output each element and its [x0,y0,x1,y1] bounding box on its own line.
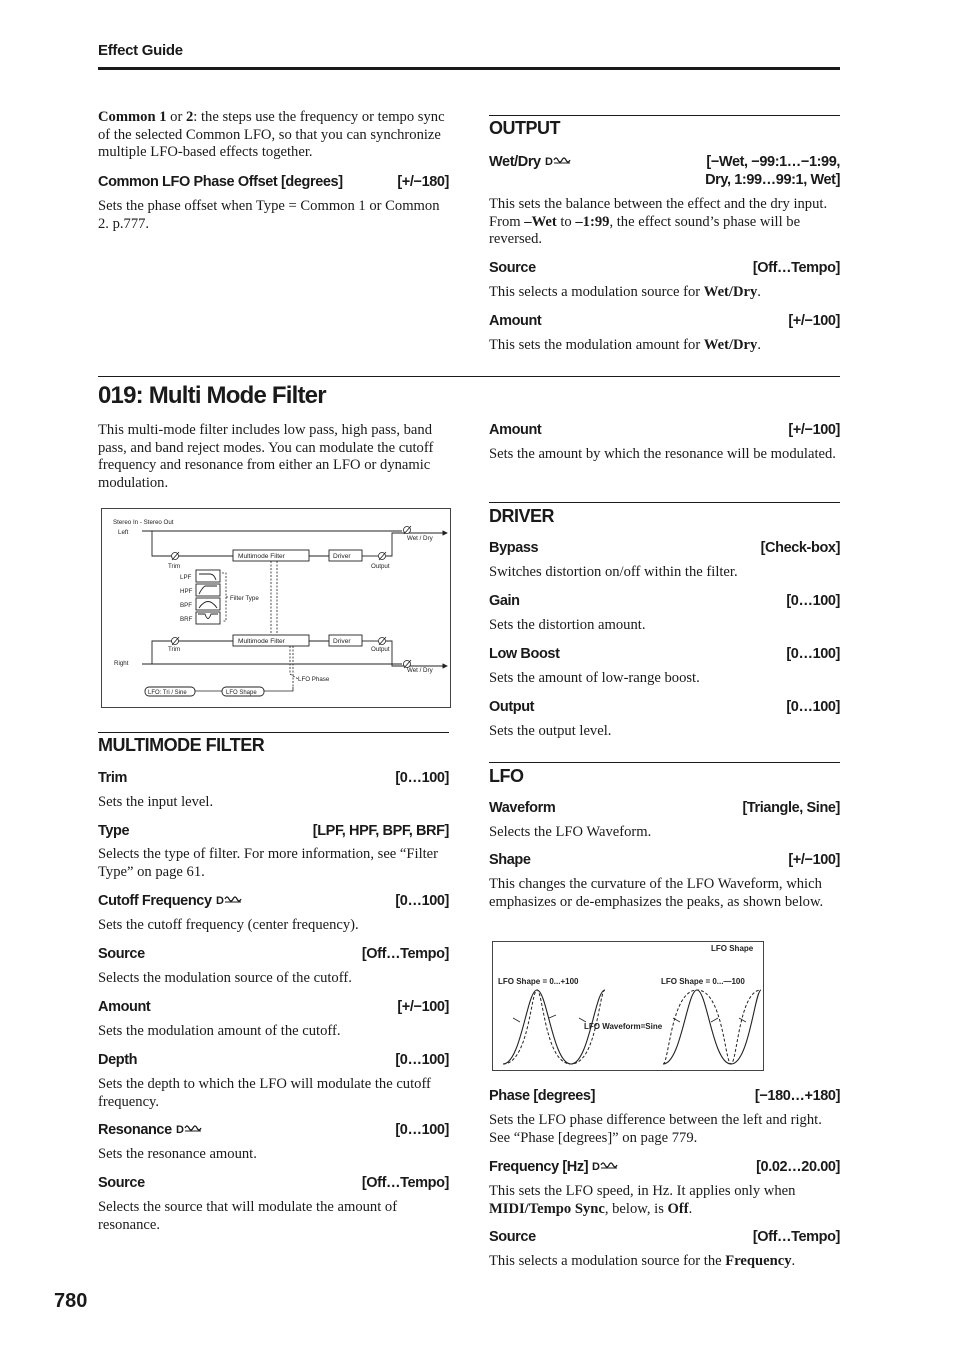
dmod-icon [592,1158,618,1176]
diag-hpf: HPF [180,588,193,595]
lfo-waveform-sine-label: LFO Waveform=Sine [584,1022,663,1031]
bypass-desc: Switches distortion on/off within the filter. [489,564,738,580]
output-heading: OUTPUT [489,118,560,138]
lfo-rule [489,762,840,763]
diag-output-bottom: Output [371,646,390,653]
wet-dry-desc: This sets the balance between the effect and the dry input. From –Wet to –1:99, the effect sound’s phase will be reversed. [489,196,828,248]
param-waveform: Waveform [Triangle, Sine] [489,800,840,816]
lfo-heading: LFO [489,766,524,786]
resonance-amount-desc: Sets the amount by which the resonance will be modulated. [489,446,836,462]
diag-brf: BRF [180,616,193,623]
common-offset-desc: Sets the phase offset when Type = Common 1 or Common 2. p.777. [98,198,440,232]
diag-left-label: Left [118,529,129,536]
driver-output-desc: Sets the output level. [489,723,612,739]
diag-wetdry-bottom: Wet / Dry [407,667,433,674]
param-cutoff-source: Source [Off…Tempo] [98,946,449,962]
param-type: Type [LPF, HPF, BPF, BRF] [98,823,449,839]
svg-text:D: D [544,156,553,167]
diag-stereo-label: Stereo In - Stereo Out [113,519,174,526]
diag-bpf: BPF [180,602,193,609]
output-source-desc: This selects a modulation source for Wet/Dry. [489,284,761,300]
diag-filter-type: Filter Type [230,595,259,602]
trim-desc: Sets the input level. [98,794,214,810]
cutoff-amount-desc: Sets the modulation amount of the cutoff. [98,1023,341,1039]
param-phase: Phase [degrees] [−180…+180] [489,1088,840,1104]
svg-text:D: D [175,1124,184,1135]
svg-text:D: D [215,895,224,906]
diag-lpf: LPF [180,574,192,581]
param-lfo-source: Source [Off…Tempo] [489,1229,840,1245]
param-driver-output: Output [0…100] [489,699,840,715]
diag-driver-top: Driver [333,553,351,560]
diag-output-top: Output [371,563,390,570]
lfo-shape-title: LFO Shape [711,944,754,953]
diag-mmf-top: Multimode Filter [238,553,285,560]
page-header-title: Effect Guide [98,42,183,59]
diag-wetdry-top: Wet / Dry [407,535,433,542]
diag-lfo-shape: LFO Shape [226,690,257,696]
cutoff-source-desc: Selects the modulation source of the cutoff. [98,970,352,986]
block-diagram [101,508,451,708]
diag-lfo: LFO: Tri / Sine [148,690,187,696]
diag-right-label: Right [114,660,129,667]
type-desc: Selects the type of filter. For more information, see “Filter Type” on page 61. [98,846,439,880]
param-resonance: Resonance D [0…100] [98,1122,449,1138]
param-trim: Trim [0…100] [98,770,449,786]
param-cutoff: Cutoff Frequency D [0…100] [98,893,449,909]
dmod-icon [176,1121,202,1139]
svg-text:D: D [592,1161,600,1172]
param-gain: Gain [0…100] [489,593,840,609]
cutoff-desc: Sets the cutoff frequency (center frequency). [98,917,359,933]
param-wet-dry: Wet/Dry D [−Wet, −99:1…−1:99, Dry, 1:99…99:1, Wet] [489,154,840,188]
param-bypass: Bypass [Check-box] [489,540,840,556]
param-output-amount: Amount [+/−100] [489,313,840,329]
shape-desc: This changes the curvature of the LFO Waveform, which emphasizes or de-emphasizes the peaks, as shown below. [489,876,824,910]
param-output-source: Source [Off…Tempo] [489,260,840,276]
param-cutoff-amount: Amount [+/−100] [98,999,449,1015]
lfo-shape-left-label: LFO Shape = 0...+100 [498,977,579,986]
param-shape: Shape [+/−100] [489,852,840,868]
page-number: 780 [54,1290,88,1312]
multimode-rule [98,732,449,733]
resonance-source-desc: Selects the source that will modulate the amount of resonance. [98,1199,398,1233]
lfo-shape-right-label: LFO Shape = 0...—100 [661,977,745,986]
param-depth: Depth [0…100] [98,1052,449,1068]
dmod-icon [216,892,242,910]
gain-desc: Sets the distortion amount. [489,617,646,633]
output-rule [489,115,840,116]
dmod-icon [545,153,571,171]
driver-heading: DRIVER [489,506,555,526]
param-low-boost: Low Boost [0…100] [489,646,840,662]
lfo-source-desc: This selects a modulation source for the Frequency. [489,1253,796,1269]
driver-rule [489,502,840,503]
param-frequency: Frequency [Hz] D [0.02…20.00] [489,1159,840,1175]
resonance-desc: Sets the resonance amount. [98,1146,257,1162]
waveform-desc: Selects the LFO Waveform. [489,824,652,840]
depth-desc: Sets the depth to which the LFO will modulate the cutoff frequency. [98,1076,431,1110]
param-resonance-source: Source [Off…Tempo] [98,1175,449,1191]
low-boost-desc: Sets the amount of low-range boost. [489,670,700,686]
common-intro: Common 1 or 2: the steps use the frequency or tempo sync of the selected Common LFO, so that you can synchronize multiple LFO-based effects together. [98,109,445,161]
diag-trim-top: Trim [168,563,181,570]
diag-mmf-bottom: Multimode Filter [238,638,285,645]
header-rule [98,67,840,70]
effect-rule [98,376,840,377]
diag-lfo-phase: LFO Phase [298,676,330,683]
diag-driver-bottom: Driver [333,638,351,645]
multimode-heading: MULTIMODE FILTER [98,735,265,755]
param-common-lfo-offset: Common LFO Phase Offset [degrees] [+/−180] [98,174,449,190]
effect-intro: This multi-mode filter includes low pass, high pass, band pass, and band reject modes. You can modulate the cutoff frequency and resonance from either an LFO or dynamic modulation. [98,422,434,491]
phase-desc: Sets the LFO phase difference between the left and right. See “Phase [degrees]” on page 779. [489,1112,822,1146]
output-amount-desc: This sets the modulation amount for Wet/Dry. [489,337,761,353]
frequency-desc: This sets the LFO speed, in Hz. It applies only when MIDI/Tempo Sync, below, is Off. [489,1183,796,1217]
param-resonance-amount: Amount [+/−100] [489,422,840,438]
effect-title: 019: Multi Mode Filter [98,382,326,409]
diag-trim-bottom: Trim [168,646,181,653]
lfo-shape-figure [492,941,764,1071]
